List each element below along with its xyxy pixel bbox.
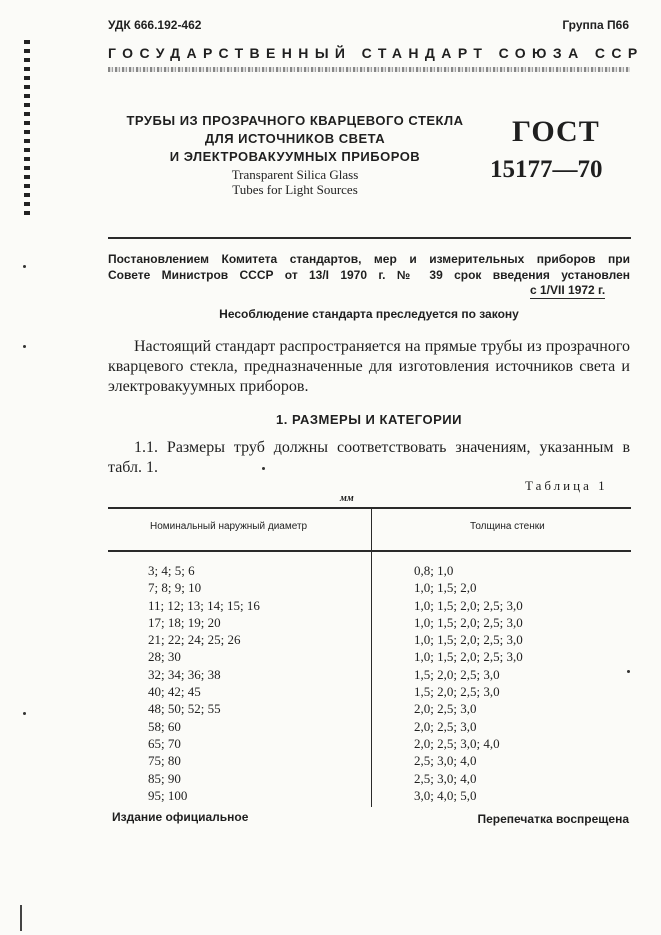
table-label: Таблица 1 — [525, 478, 608, 493]
table-top-border — [108, 507, 631, 509]
diameter-column — [148, 562, 260, 804]
document-title-ru — [120, 112, 470, 166]
scan-speck — [23, 265, 26, 268]
binding-perforation — [24, 40, 30, 218]
table-cell-wall: 1,5; 2,0; 2,5; 3,0 — [414, 666, 500, 682]
scan-speck — [23, 712, 26, 715]
table-cell-wall: 3,0; 4,0; 5,0 — [414, 787, 477, 803]
table-cell-diameter: 32; 34; 36; 38 — [148, 666, 221, 682]
table-column-divider — [371, 507, 372, 807]
clause-1-1: 1.1. Размеры труб должны соответствовать значениям, указанным в табл. 1. — [108, 439, 630, 476]
title-line: ДЛЯ ИСТОЧНИКОВ СВЕТА — [204, 131, 386, 146]
state-standard-heading: ГОСУДАРСТВЕННЫЙ СТАНДАРТ СОЮЗА ССР — [108, 45, 644, 61]
edition-note: Издание официальное — [112, 810, 249, 824]
table-cell-wall: 1,0; 1,5; 2,0; 2,5; 3,0 — [414, 632, 523, 648]
title-line: ТРУБЫ ИЗ ПРОЗРАЧНОГО КВАРЦЕВОГО СТЕКЛА — [126, 113, 464, 128]
table-cell-diameter: 17; 18; 19; 20 — [148, 614, 221, 630]
table-header-diameter: Номинальный наружный диаметр — [150, 521, 308, 532]
table-header-wall: Толщина стенки — [470, 521, 545, 532]
table-cell-diameter: 11; 12; 13; 14; 15; 16 — [148, 597, 260, 613]
scan-speck — [23, 345, 26, 348]
table-cell-wall: 2,0; 2,5; 3,0; 4,0 — [414, 735, 500, 751]
title-en-line: Transparent Silica Glass — [231, 167, 359, 182]
section-heading: 1. РАЗМЕРЫ И КАТЕГОРИИ — [276, 412, 462, 427]
table-header-border — [108, 550, 631, 552]
table-cell-wall: 2,0; 2,5; 3,0 — [414, 701, 477, 717]
table-cell-wall: 0,8; 1,0 — [414, 563, 454, 578]
gost-label: ГОСТ — [512, 115, 600, 148]
table-cell-wall: 2,5; 3,0; 4,0 — [414, 770, 477, 786]
table-cell-diameter: 95; 100 — [148, 787, 188, 803]
table-cell-diameter: 58; 60 — [148, 718, 181, 734]
scan-speck — [262, 467, 265, 470]
gost-number: 15177—70 — [490, 156, 603, 183]
effective-date: с 1/VII 1972 г. — [530, 283, 606, 297]
table-cell-diameter: 21; 22; 24; 25; 26 — [148, 632, 241, 648]
decree-text — [108, 251, 630, 283]
intro-paragraph: Настоящий стандарт распространяется на прямые трубы из прозрачного кварцевого стекла, предназначенные для изготовления источников света и электровакуумных приборов. — [108, 338, 630, 395]
scan-edge-mark — [20, 905, 22, 931]
table-cell-wall: 2,0; 2,5; 3,0 — [414, 718, 477, 734]
divider — [108, 237, 631, 239]
table-cell-wall: 1,0; 1,5; 2,0; 2,5; 3,0 — [414, 614, 523, 630]
table-cell-diameter: 85; 90 — [148, 770, 181, 786]
table-cell-wall: 1,0; 1,5; 2,0 — [414, 580, 477, 596]
table-cell-wall: 1,5; 2,0; 2,5; 3,0 — [414, 684, 500, 700]
table-cell-diameter: 3; 4; 5; 6 — [148, 563, 195, 578]
group-code: Группа П66 — [562, 18, 629, 32]
table-cell-diameter: 48; 50; 52; 55 — [148, 701, 221, 717]
decree-line: Совете Министров СССР от 13/I 1970 г. № 39 срок введения установлен — [108, 268, 630, 282]
table-cell-wall: 1,0; 1,5; 2,0; 2,5; 3,0 — [414, 597, 523, 613]
udk-code: УДК 666.192-462 — [108, 18, 202, 32]
table-cell-wall: 2,5; 3,0; 4,0 — [414, 753, 477, 769]
table-cell-diameter: 7; 8; 9; 10 — [148, 580, 202, 596]
scan-speck — [627, 670, 630, 673]
table-units: мм — [340, 493, 354, 504]
table-cell-diameter: 65; 70 — [148, 735, 181, 751]
table-cell-diameter: 40; 42; 45 — [148, 684, 201, 700]
decree-line: Постановлением Комитета стандартов, мер и измерительных приборов при — [108, 252, 630, 266]
wall-thickness-column — [414, 562, 523, 804]
title-en-line: Tubes for Light Sources — [232, 182, 358, 197]
table-cell-diameter: 75; 80 — [148, 753, 181, 769]
reprint-note: Перепечатка воспрещена — [477, 812, 629, 826]
title-line: И ЭЛЕКТРОВАКУУМНЫХ ПРИБОРОВ — [169, 149, 421, 164]
table-cell-wall: 1,0; 1,5; 2,0; 2,5; 3,0 — [414, 649, 523, 665]
table-cell-diameter: 28; 30 — [148, 649, 181, 665]
decorative-band — [108, 67, 630, 72]
law-notice: Несоблюдение стандарта преследуется по закону — [219, 307, 519, 321]
document-title-en — [185, 167, 405, 197]
